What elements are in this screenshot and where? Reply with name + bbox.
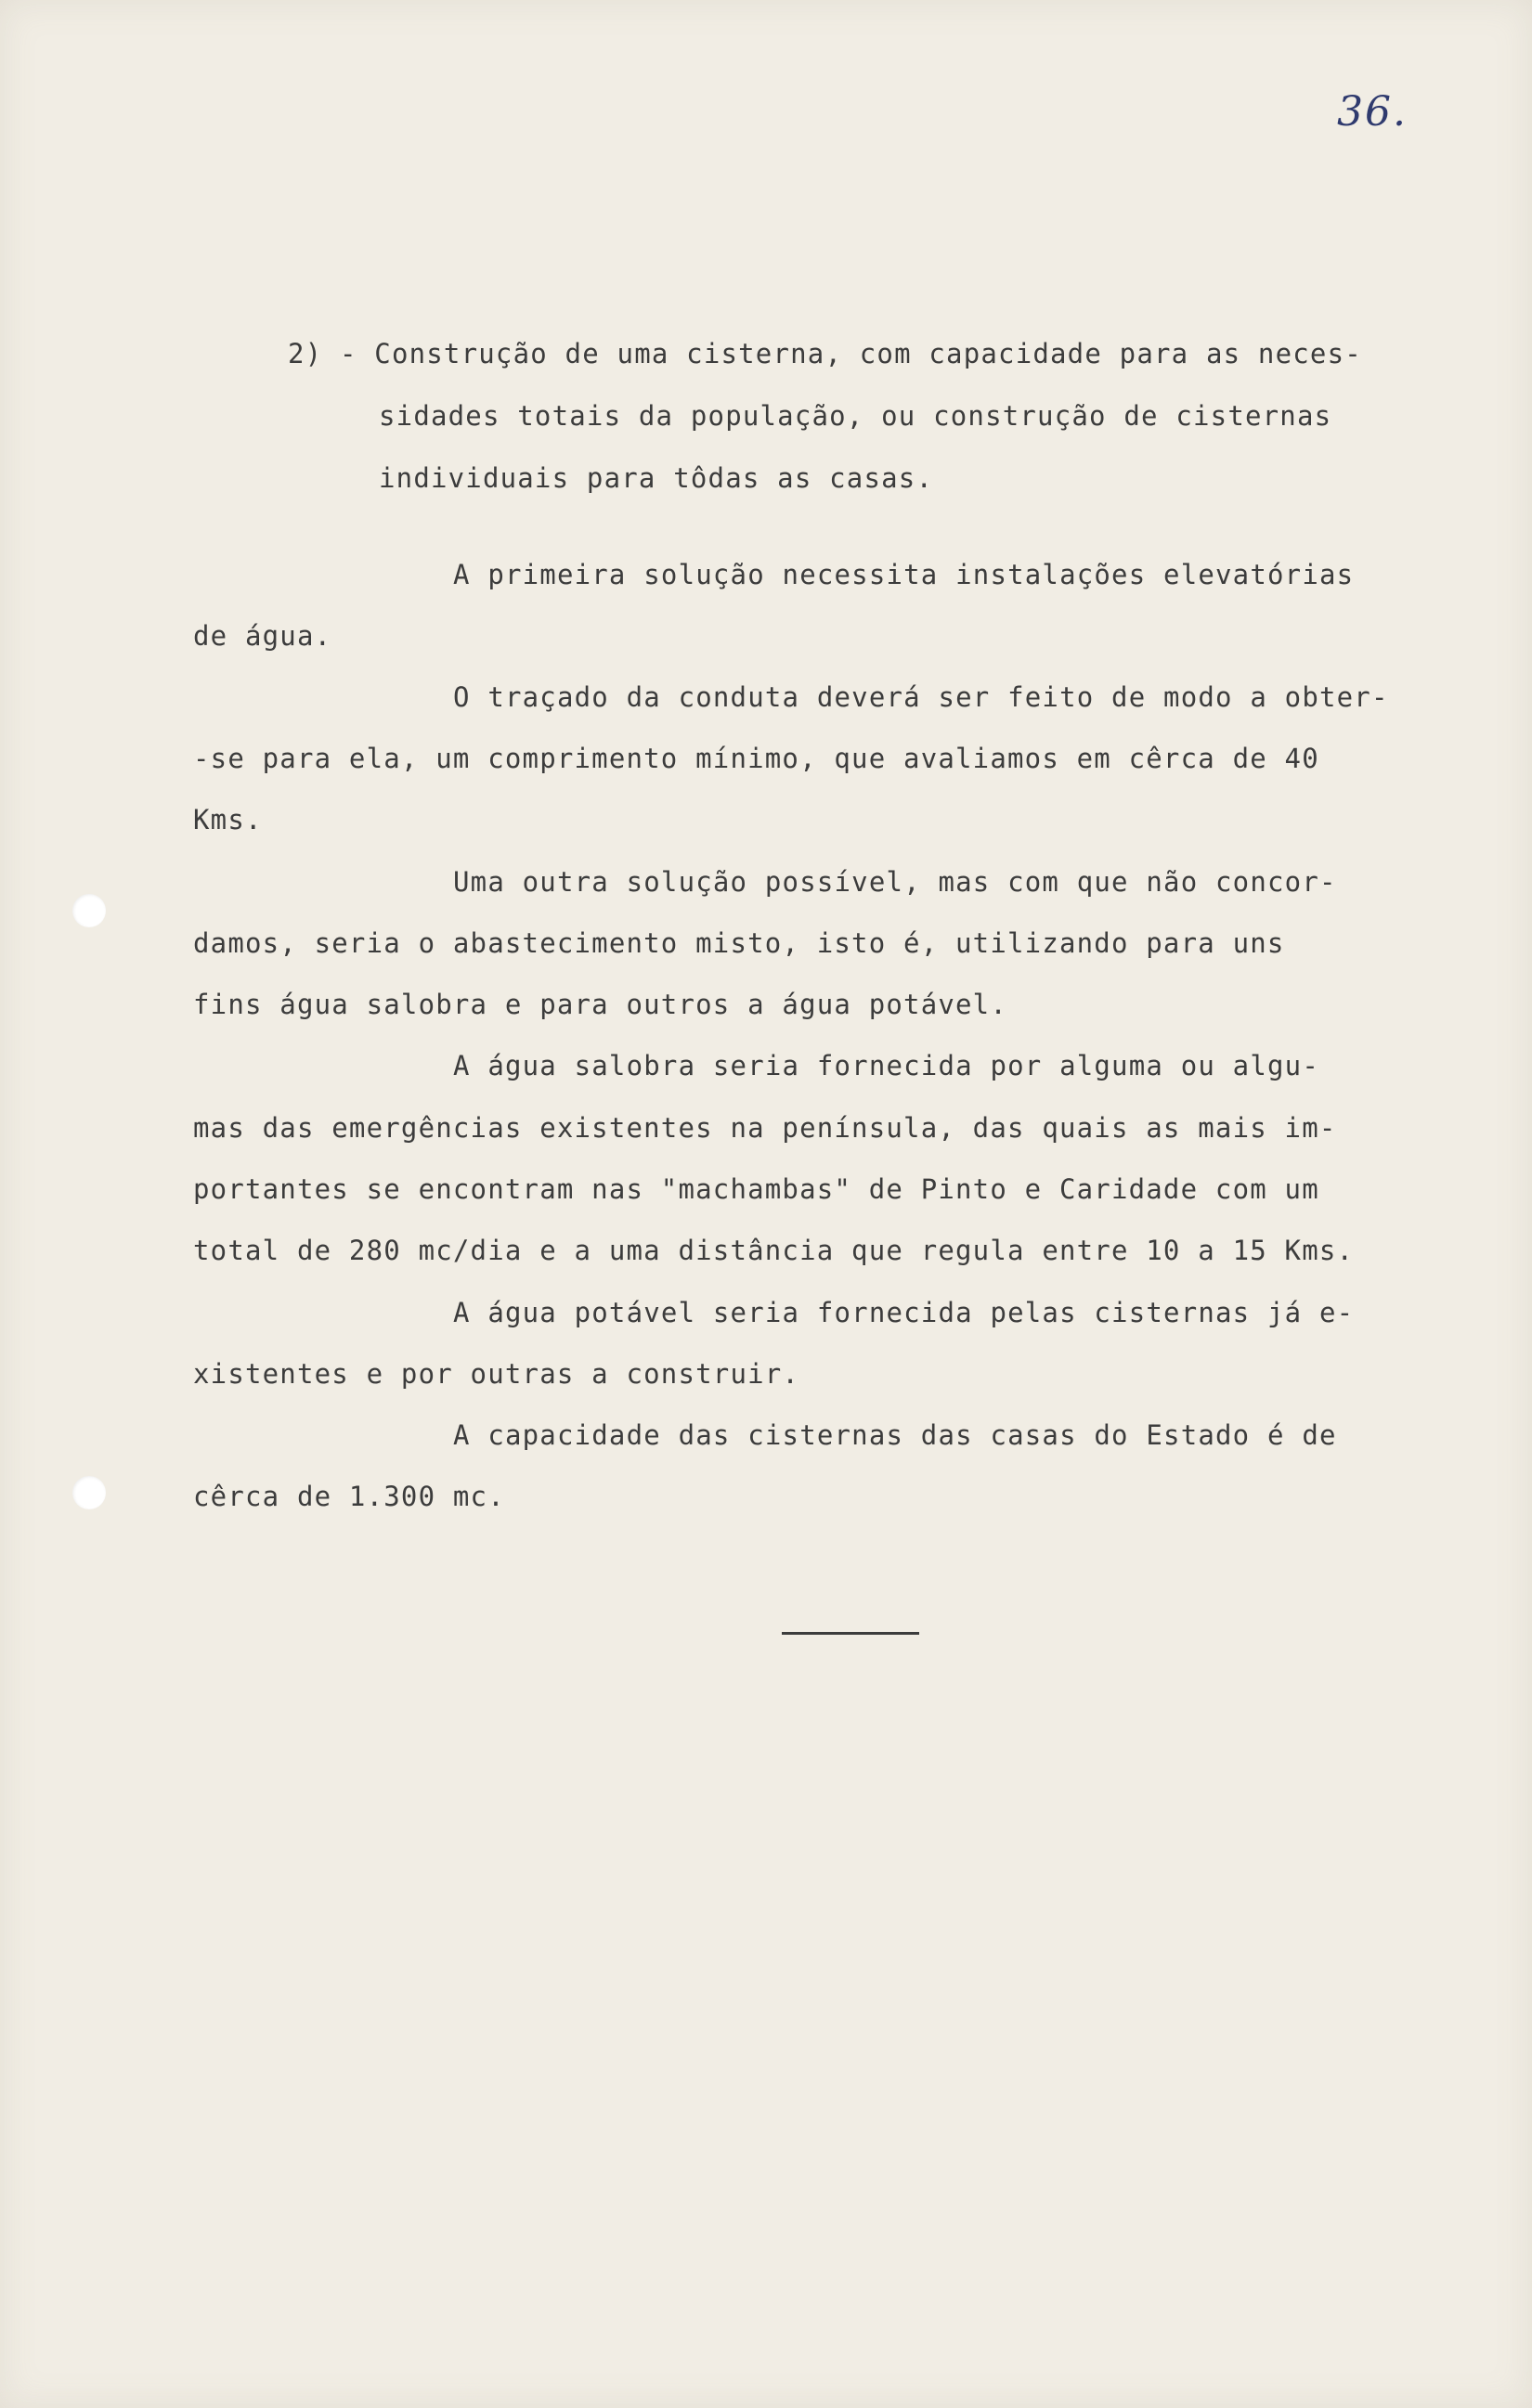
text-line: -se para ela, um comprimento mínimo, que avaliamos em cêrca de 40 <box>193 743 1319 774</box>
punch-hole <box>72 894 106 927</box>
text-line: cêrca de 1.300 mc. <box>193 1481 505 1512</box>
text-line: de água. <box>193 620 332 652</box>
text-line: sidades totais da população, ou construção de cisternas <box>379 400 1332 432</box>
text-line: individuais para tôdas as casas. <box>379 462 934 494</box>
text-line: xistentes e por outras a construir. <box>193 1358 800 1390</box>
text-line: portantes se encontram nas "machambas" de Pinto e Caridade com um <box>193 1173 1319 1205</box>
text-line: total de 280 mc/dia e a uma distância que regula entre 10 a 15 Kms. <box>193 1235 1355 1266</box>
punch-hole <box>72 1476 106 1509</box>
section-divider <box>782 1632 919 1635</box>
text-line: A água salobra seria fornecida por alguma ou algu- <box>453 1050 1319 1081</box>
text-line: damos, seria o abastecimento misto, isto é, utilizando para uns <box>193 927 1285 959</box>
handwritten-page-number: 36. <box>1337 88 1408 136</box>
text-line: 2) - Construção de uma cisterna, com capacidade para as neces- <box>288 338 1362 369</box>
text-line: Uma outra solução possível, mas com que não concor- <box>453 866 1337 898</box>
text-line: A capacidade das cisternas das casas do Estado é de <box>453 1419 1337 1451</box>
text-line: A primeira solução necessita instalações elevatórias <box>453 559 1355 590</box>
text-line: mas das emergências existentes na península, das quais as mais im- <box>193 1112 1337 1144</box>
text-line: Kms. <box>193 804 263 835</box>
text-line: A água potável seria fornecida pelas cisternas já e- <box>453 1297 1355 1328</box>
text-line: O traçado da conduta deverá ser feito de modo a obter- <box>453 681 1389 713</box>
text-line: fins água salobra e para outros a água potável. <box>193 989 1007 1020</box>
